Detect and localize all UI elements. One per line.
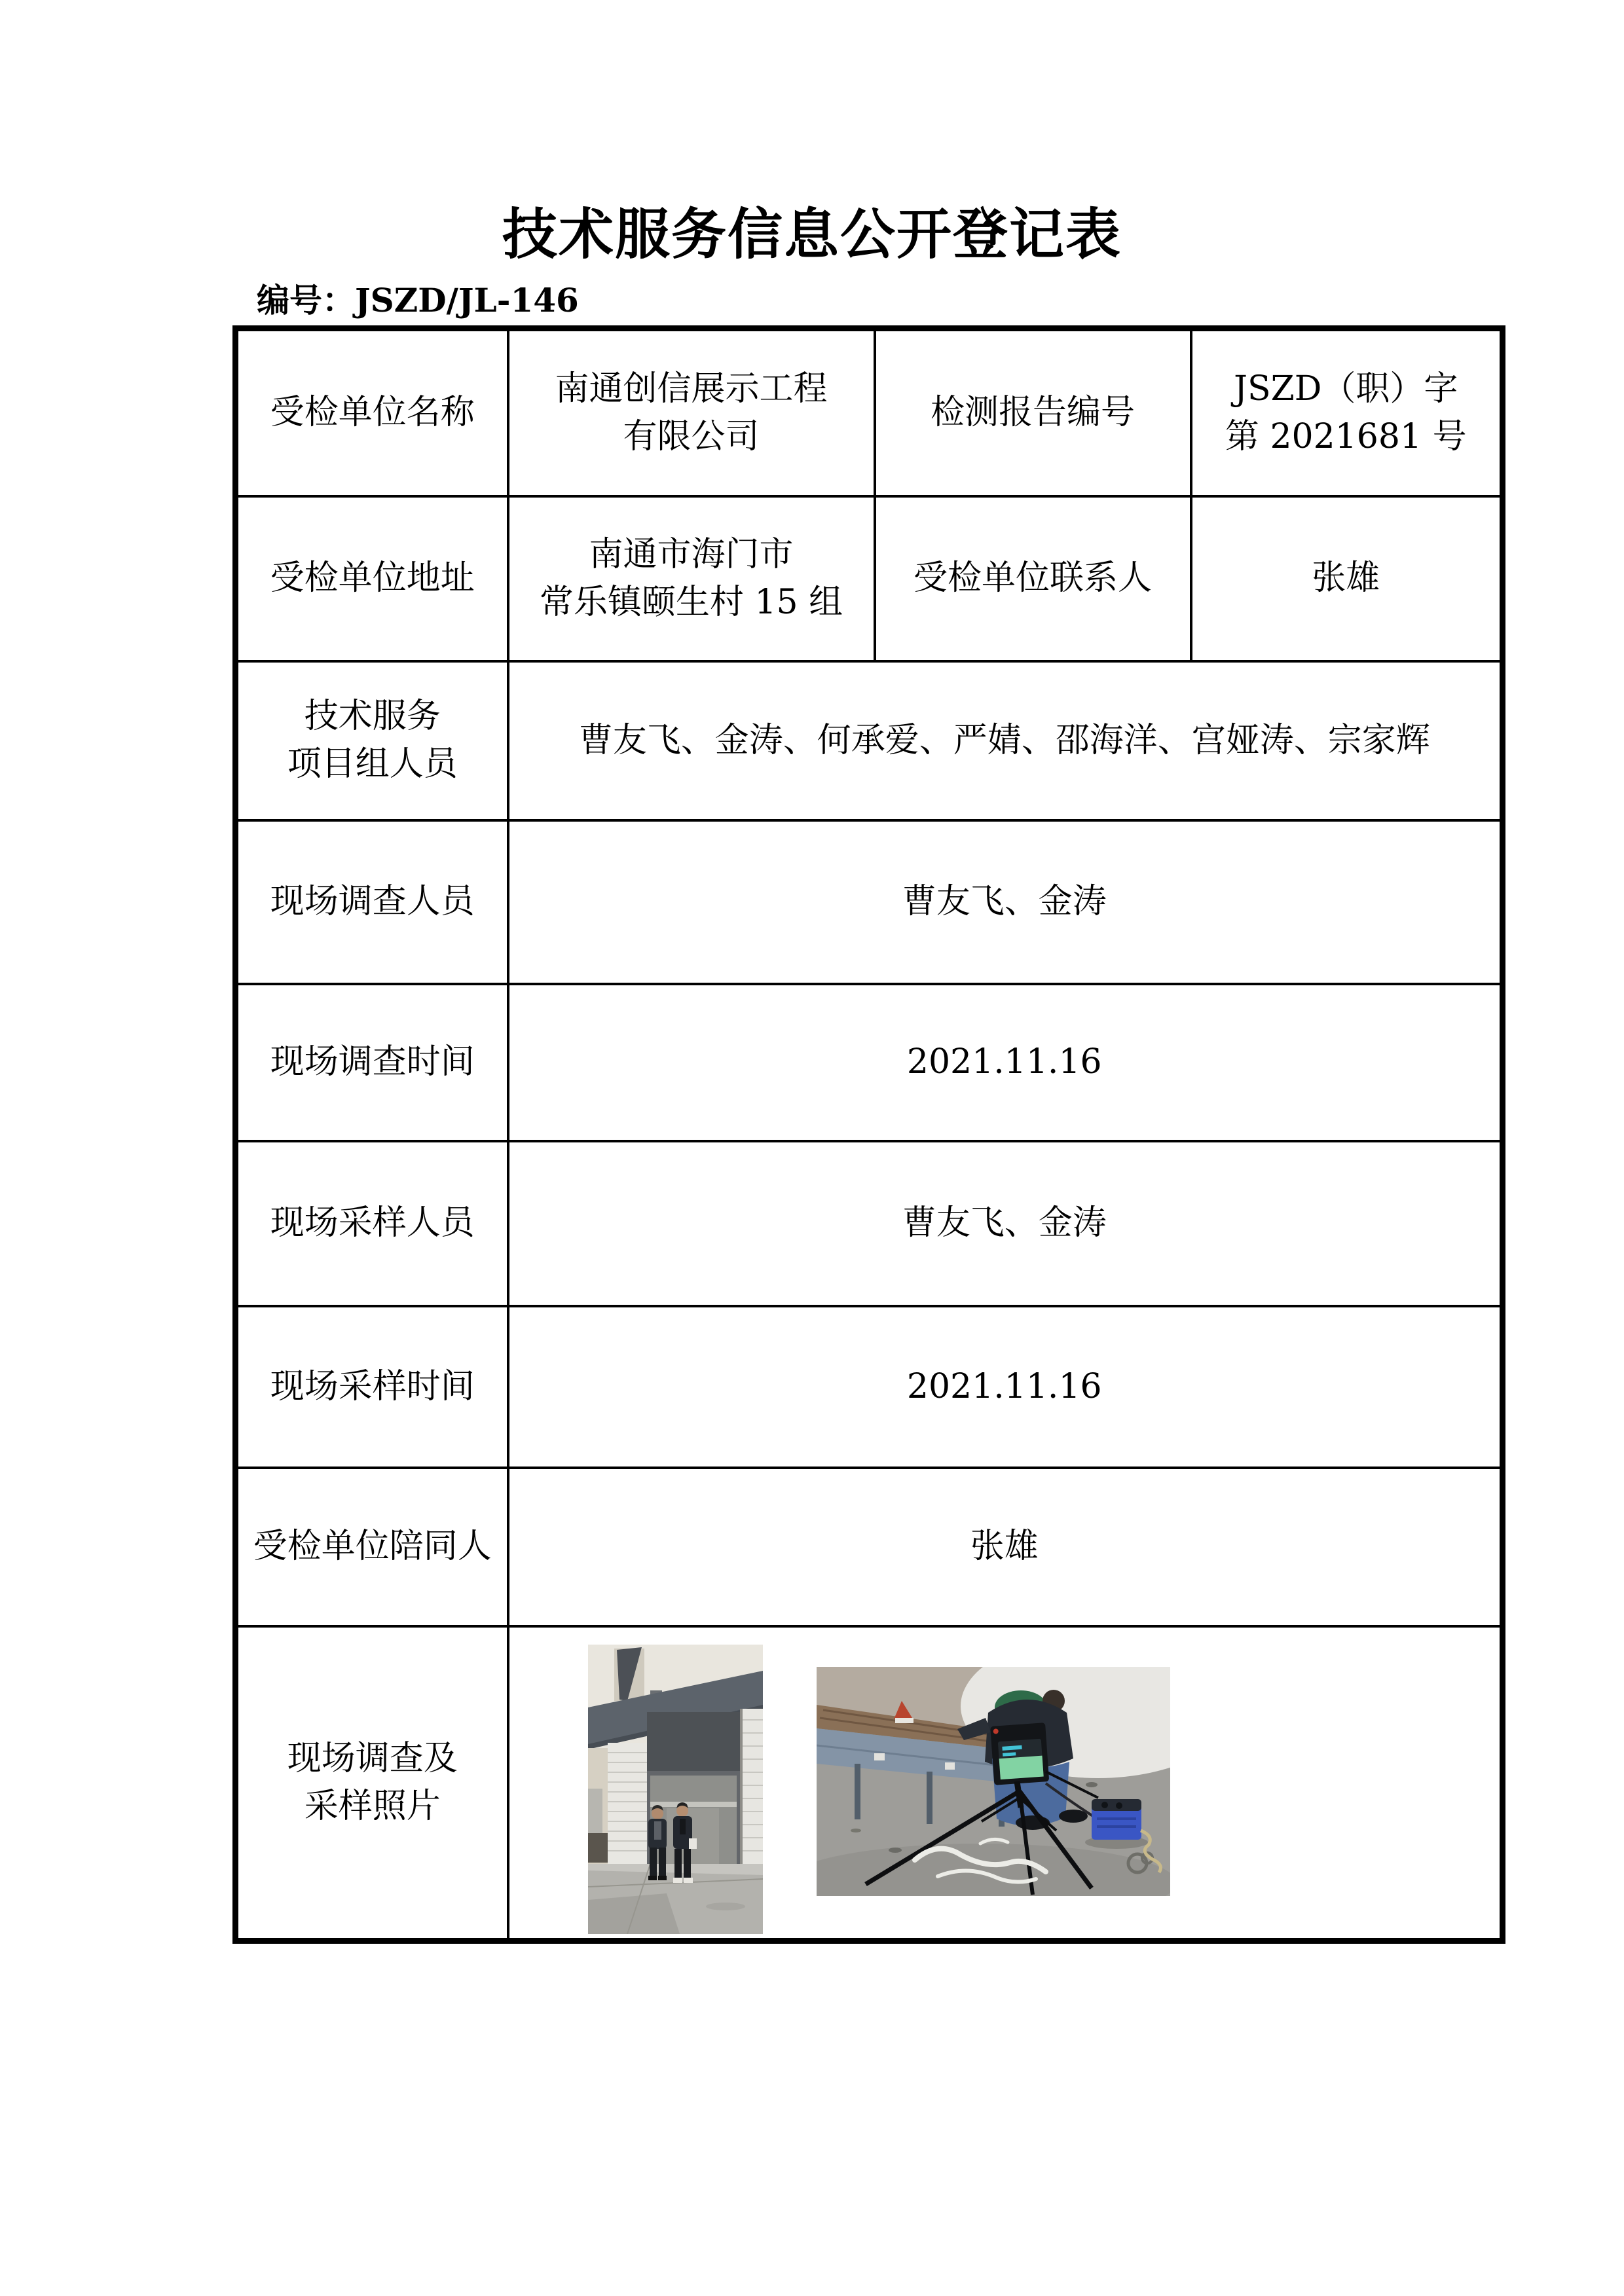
measurement-instrument	[990, 1722, 1049, 1785]
label-contact-person: 受检单位联系人	[875, 496, 1191, 661]
table-row-sampling-staff	[236, 1141, 1503, 1306]
table-row-photos	[236, 1626, 1503, 1941]
company-name-line1: 南通创信展示工程	[555, 369, 828, 409]
label-inspected-unit-name: 受检单位名称	[236, 329, 508, 496]
page-title: 技术服务信息公开登记表	[502, 202, 1122, 266]
service-team-label-line1: 技术服务	[304, 697, 441, 737]
label-report-number: 检测报告编号	[875, 329, 1191, 496]
service-team-label-line2: 项目组人员	[287, 744, 458, 784]
label-survey-time: 现场调查时间	[236, 984, 508, 1141]
value-report-number	[1191, 329, 1503, 496]
value-escort-person: 张雄	[508, 1468, 1503, 1626]
roller-shutter-left	[608, 1743, 647, 1864]
label-inspected-unit-address: 受检单位地址	[236, 496, 508, 661]
label-escort-person: 受检单位陪同人	[236, 1468, 508, 1626]
report-number-line2: 第 2021681 号	[1225, 416, 1467, 456]
value-sampling-staff: 曹友飞、金涛	[508, 1141, 1503, 1306]
label-photos	[236, 1626, 508, 1941]
photos-label-line1: 现场调查及	[287, 1738, 458, 1778]
value-survey-time: 2021.11.16	[508, 984, 1503, 1141]
doc-number: 编号：JSZD/JL-146	[257, 281, 579, 319]
table-row-survey-staff	[236, 820, 1503, 984]
label-sampling-staff: 现场采样人员	[236, 1141, 508, 1306]
company-name-line2: 有限公司	[623, 416, 760, 456]
value-survey-staff: 曹友飞、金涛	[508, 820, 1503, 984]
site-survey-photo	[588, 1645, 763, 1934]
value-contact-person: 张雄	[1191, 496, 1503, 661]
table-row-team	[236, 661, 1503, 820]
table-row-escort	[236, 1468, 1503, 1626]
table-row-sampling-time	[236, 1306, 1503, 1468]
photos-label-line2: 采样照片	[304, 1786, 441, 1826]
table-row-address	[236, 496, 1503, 661]
roller-shutter-right	[740, 1709, 763, 1869]
registration-table	[232, 325, 1505, 1944]
label-sampling-time: 现场采样时间	[236, 1306, 508, 1468]
value-inspected-unit-address	[508, 496, 875, 661]
photos-cell	[508, 1626, 1503, 1941]
blue-power-box	[1085, 1799, 1148, 1849]
photo-strip	[509, 1631, 1500, 1934]
table-row-company	[236, 329, 1503, 496]
value-inspected-unit-name	[508, 329, 875, 496]
sampling-photo	[817, 1667, 1170, 1896]
tile-skirting	[588, 1833, 608, 1863]
report-number-line1: JSZD（职）字	[1234, 369, 1458, 409]
value-service-team-members: 曹友飞、金涛、何承爱、严婧、邵海洋、宫娅涛、宗家辉	[508, 661, 1503, 820]
label-survey-staff: 现场调查人员	[236, 820, 508, 984]
table-row-survey-time	[236, 984, 1503, 1141]
address-line2: 常乐镇颐生村 15 组	[539, 582, 843, 622]
value-sampling-time: 2021.11.16	[508, 1306, 1503, 1468]
label-service-team	[236, 661, 508, 820]
address-line1: 南通市海门市	[589, 534, 794, 574]
